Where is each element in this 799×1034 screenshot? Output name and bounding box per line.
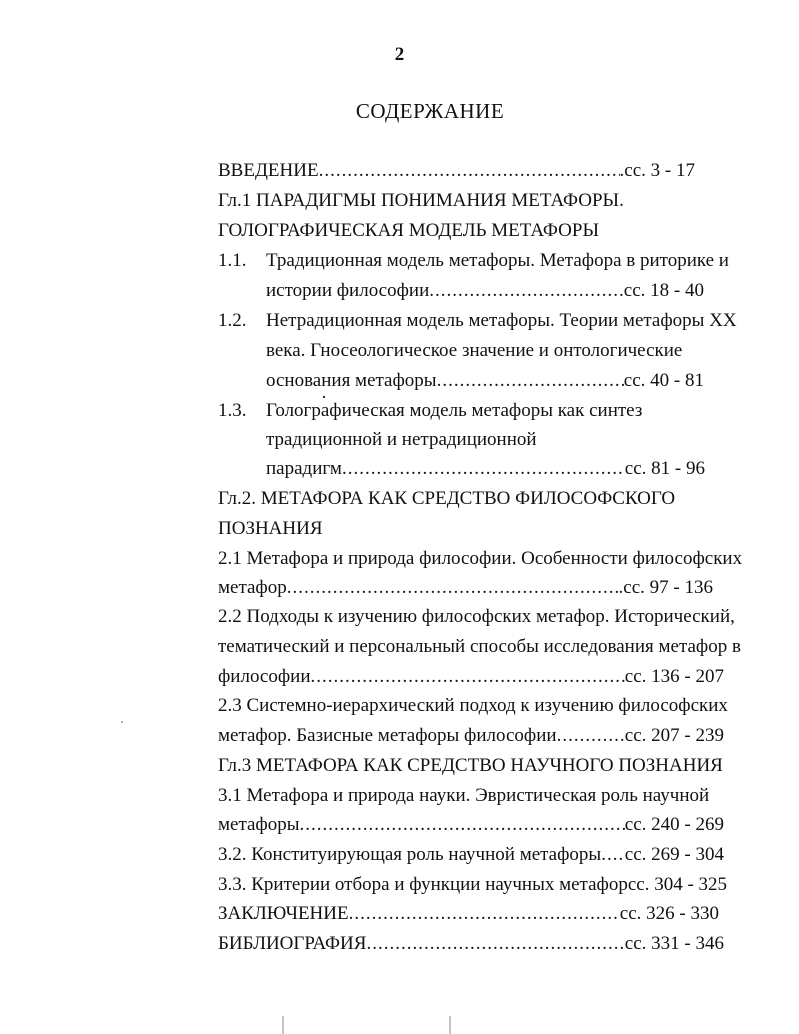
chapter-3-heading: Гл.3 МЕТАФОРА КАК СРЕДСТВО НАУЧНОГО ПОЗНАНИЯ xyxy=(218,755,723,776)
entry-label: метафор. Базисные метафоры философии xyxy=(218,725,557,746)
entry-pages: сс. 207 - 239 xyxy=(624,725,724,746)
entry-label: БИБЛИОГРАФИЯ xyxy=(218,933,367,954)
section-2-2-title-cont: тематический и персональный способы исследования метафор в xyxy=(218,636,741,657)
section-number: 1.3. xyxy=(218,400,247,421)
entry-pages: сс. 331 - 346 xyxy=(624,933,724,954)
section-2-3-title: 2.3 Системно-иерархический подход к изучению философских xyxy=(218,695,728,716)
chapter-2-heading-cont: ПОЗНАНИЯ xyxy=(218,518,323,539)
section-number: 1.2. xyxy=(218,310,247,331)
entry-pages: сс. 40 - 81 xyxy=(623,370,704,391)
entry-label: парадигм xyxy=(266,458,342,479)
entry-pages: сс. 18 - 40 xyxy=(623,280,704,301)
entry-label: ЗАКЛЮЧЕНИЕ xyxy=(218,903,349,924)
entry-label: основания метафоры xyxy=(266,370,437,391)
entry-pages: .сс. 97 - 136 xyxy=(618,577,713,598)
entry-label: метафоры xyxy=(218,814,300,835)
chapter-1-heading-cont: ГОЛОГРАФИЧЕСКАЯ МОДЕЛЬ МЕТАФОРЫ xyxy=(218,220,600,241)
entry-label: метафор xyxy=(218,577,287,598)
section-2-1-title: 2.1 Метафора и природа философии. Особенности философских xyxy=(218,548,743,569)
chapter-1-heading: Гл.1 ПАРАДИГМЫ ПОНИМАНИЯ МЕТАФОРЫ. xyxy=(218,190,624,211)
entry-label: истории философии xyxy=(266,280,430,301)
entry-label: 3.3. Критерии отбора и функции научных метафор xyxy=(218,874,628,895)
page-number: 2 xyxy=(394,44,405,65)
entry-pages: сс. 269 - 304 xyxy=(624,844,724,865)
section-1-2-title: Нетрадиционная модель метафоры. Теории метафоры XX xyxy=(266,310,737,331)
entry-label: философии xyxy=(218,666,311,687)
section-1-1-title: Традиционная модель метафоры. Метафора в риторике и xyxy=(266,250,729,271)
section-3-1-title: 3.1 Метафора и природа науки. Эвристическая роль научной xyxy=(218,785,710,806)
entry-pages: сс. 240 - 269 xyxy=(624,814,724,835)
entry-label: ВВЕДЕНИЕ xyxy=(218,160,319,181)
chapter-2-heading: Гл.2. МЕТАФОРА КАК СРЕДСТВО ФИЛОСОФСКОГО xyxy=(218,488,676,509)
toc-title: СОДЕРЖАНИЕ xyxy=(355,99,505,123)
entry-pages: сс. 136 - 207 xyxy=(624,666,724,687)
entry-pages: сс. 81 - 96 xyxy=(624,458,705,479)
section-1-3-title: Голографическая модель метафоры как синтез xyxy=(266,400,643,421)
section-2-2-title: 2.2 Подходы к изучению философских метафор. Исторический, xyxy=(218,606,735,627)
entry-label: 3.2. Конституирующая роль научной метафоры xyxy=(218,844,602,865)
entry-pages: .сс. 3 - 17 xyxy=(619,160,695,181)
entry-pages: сс. 304 - 325 xyxy=(627,874,728,895)
section-number: 1.1. xyxy=(218,250,247,271)
section-1-2-title-cont: века. Гносеологическое значение и онтологические xyxy=(266,340,683,361)
entry-pages: сс. 326 - 330 xyxy=(619,903,719,924)
section-1-3-title-cont: традиционной и нетрадиционной xyxy=(266,429,537,450)
